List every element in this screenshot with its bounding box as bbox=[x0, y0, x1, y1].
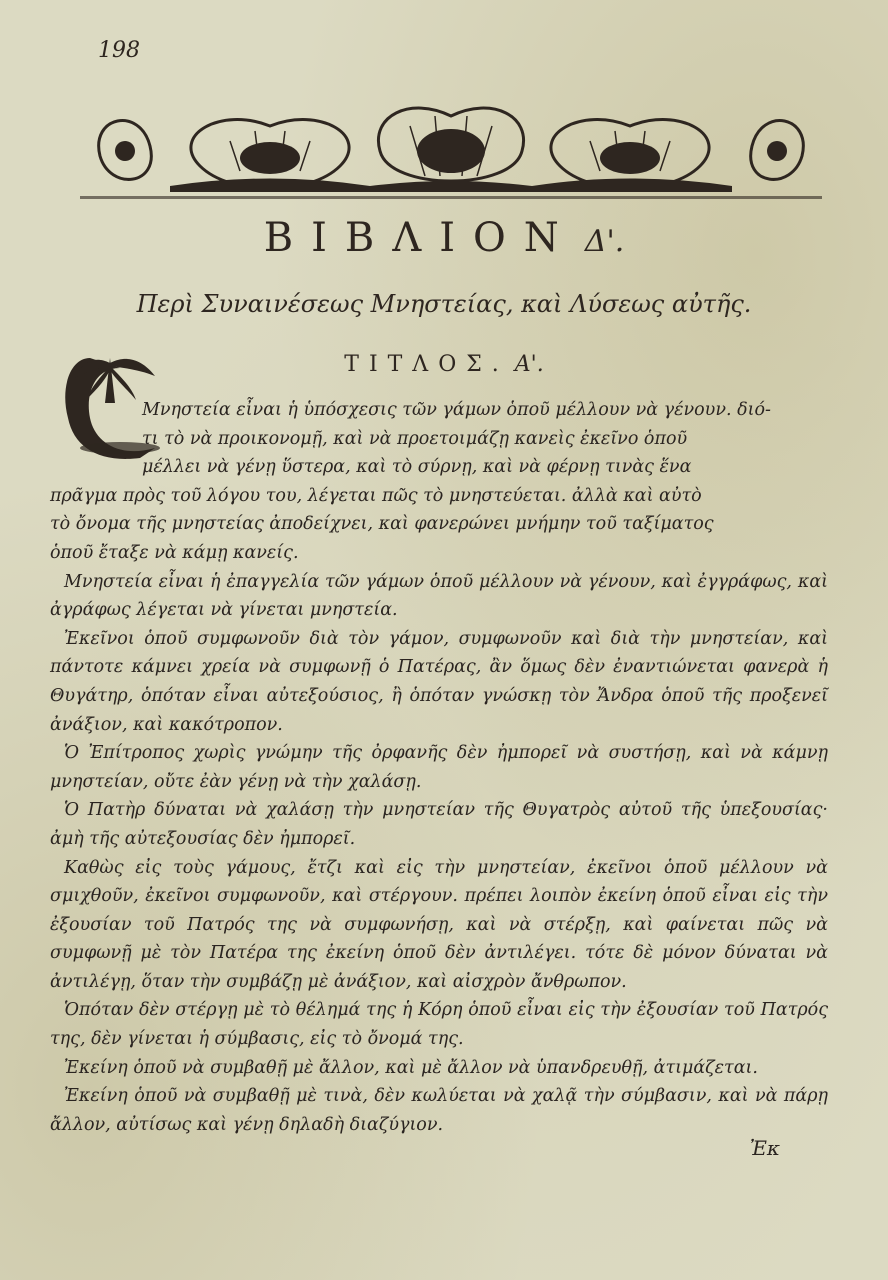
book-title bbox=[0, 215, 888, 261]
paragraph-3: Ἐκεῖνοι ὁποῦ συμφωνοῦν διὰ τὸν γάμον, συμφωνοῦν καὶ διὰ τὴν μνηστείαν, καὶ πάντοτε κάμνει χρεία νὰ συμφωνῇ ὁ Πατέρας, ἂν ὅμως δὲν ἐναντιώνεται φανερὰ ἡ Θυγάτηρ, ὁπόταν εἶναι αὐτεξούσιος, ἢ ὁπόταν γνώσκῃ τὸν Ἄνδρα ὁποῦ τῆς προξενεῖ ἀνάξιον, καὶ κακότροπον. bbox=[50, 628, 828, 735]
floral-ornament-header bbox=[80, 96, 822, 206]
paragraph-7: Ὁπόταν δὲν στέργῃ μὲ τὸ θέλημά της ἡ Κόρη ὁποῦ εἶναι εἰς τὴν ἐξουσίαν τοῦ Πατρός της, δὲν γίνεται ἡ σύμβασις, εἰς τὸ ὄνομά της. bbox=[50, 1000, 828, 1050]
paragraph-1-line-2: τι τὸ νὰ προικονομῇ, καὶ νὰ προετοιμάζῃ κανεὶς ἐκεῖνο ὁποῦ bbox=[142, 428, 688, 449]
section-number: Α'. bbox=[514, 352, 544, 377]
paragraph-1 bbox=[50, 396, 828, 568]
section-title-text: ΤΙΤΛΟΣ. bbox=[344, 352, 509, 377]
paragraph-1-line-6: ὁποῦ ἔταξε νὰ κάμῃ κανείς. bbox=[50, 542, 299, 563]
paragraph-2: Μνηστεία εἶναι ἡ ἐπαγγελία τῶν γάμων ὁποῦ μέλλουν νὰ γένουν, καὶ ἐγγράφως, καὶ ἀγράφως λέγεται νὰ γίνεται μνηστεία. bbox=[50, 571, 828, 621]
paragraph-6: Καθὼς εἰς τοὺς γάμους, ἔτζι καὶ εἰς τὴν μνηστείαν, ἐκεῖνοι ὁποῦ μέλλουν νὰ σμιχθοῦν, ἐκεῖνοι συμφωνοῦν, καὶ στέργουν. πρέπει λοιπὸν ἐκείνη ὁποῦ εἶναι εἰς τὴν ἐξουσίαν τοῦ Πατρός της νὰ συμφωνήσῃ, καὶ νὰ στέρξῃ, καὶ φαίνεται πῶς νὰ συμφωνῇ μὲ τὸν Πατέρα της ἐκείνη ὁποῦ δὲν ἀντιλέγει. τότε δὲ μόνον δύναται νὰ ἀντιλέγῃ, ὅταν τὴν συμβάζῃ μὲ ἀνάξιον, καὶ αἰσχρὸν ἄνθρωπον. bbox=[50, 857, 828, 992]
paragraph-9: Ἐκείνη ὁποῦ νὰ συμβαθῇ μὲ τινὰ, δὲν κωλύεται νὰ χαλᾷ τὴν σύμβασιν, καὶ νὰ πάρῃ ἄλλον, αὐτίσως καὶ γένῃ δηλαδὴ διαζύγιον. bbox=[50, 1086, 828, 1135]
body-text bbox=[50, 396, 828, 1139]
paragraph-4: Ὁ Ἐπίτροπος χωρὶς γνώμην τῆς ὀρφανῆς δὲν ἠμπορεῖ νὰ συστήσῃ, καὶ νὰ κάμνῃ μνηστείαν, οὔτε ἐὰν γένῃ νὰ τὴν χαλάσῃ. bbox=[50, 743, 828, 792]
paragraph-8: Ἐκείνη ὁποῦ νὰ συμβαθῇ μὲ ἄλλον, καὶ μὲ ἄλλον νὰ ὑπανδρευθῇ, ἀτιμάζεται. bbox=[64, 1057, 758, 1078]
book-title-text: ΒΙΒΛΙΟΝ bbox=[263, 215, 577, 261]
book-subtitle: Περὶ Συναινέσεως Μνηστείας, καὶ Λύσεως αὐτῆς. bbox=[136, 290, 752, 318]
book-number: Δ'. bbox=[584, 224, 625, 259]
paragraph-1-line-5: τὸ ὄνομα τῆς μνηστείας ἀποδείχνει, καὶ φανερώνει μνήμην τοῦ ταξίματος bbox=[50, 514, 714, 535]
catchword: Ἐκ bbox=[749, 1136, 780, 1160]
paragraph-1-line-1: Μνηστεία εἶναι ἡ ὑπόσχεσις τῶν γάμων ὁποῦ μέλλουν νὰ γένουν. διό- bbox=[142, 400, 771, 420]
paragraph-1-line-3: μέλλει νὰ γένῃ ὕστερα, καὶ τὸ σύρνῃ, καὶ νὰ φέρνῃ τινὰς ἕνα bbox=[142, 457, 692, 478]
page-number: 198 bbox=[98, 38, 140, 63]
paragraph-5: Ὁ Πατὴρ δύναται νὰ χαλάσῃ τὴν μνηστείαν τῆς Θυγατρὸς αὐτοῦ τῆς ὑπεξουσίας· ἀμὴ τῆς αὐτεξουσίας δὲν ἠμπορεῖ. bbox=[50, 800, 828, 849]
paragraph-1-line-4: πρᾶγμα πρὸς τοῦ λόγου του, λέγεται πῶς τὸ μνηστεύεται. ἀλλὰ καὶ αὐτὸ bbox=[50, 485, 702, 506]
